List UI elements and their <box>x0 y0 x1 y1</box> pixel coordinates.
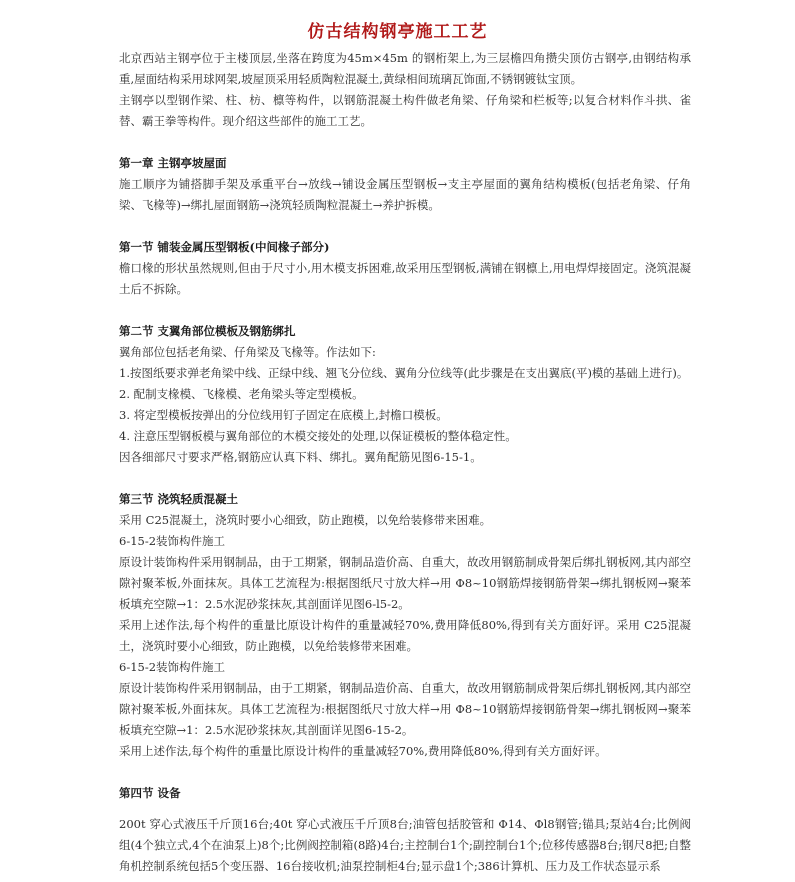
section-2-paragraph-5: 4. 注意压型钢板模与翼角部位的木模交接处的处理,以保证模板的整体稳定性。 <box>119 429 517 443</box>
section-3-heading: 第三节 浇筑轻质混凝土 <box>119 492 239 506</box>
document-body <box>119 48 691 877</box>
section-2-paragraph-1: 翼角部位包括老角梁、仔角梁及飞椽等。作法如下: <box>119 345 376 359</box>
chapter-1-paragraph: 施工顺序为铺搭脚手架及承重平台→放线→铺设金属压型钢板→支主亭屋面的翼角结构模板(包括老角梁、仔角梁、飞椽等)→绑扎屋面钢筋→浇筑轻质陶粒混凝土→养护拆模。 <box>119 177 691 212</box>
intro-paragraph-2: 主钢亭以型钢作梁、柱、枋、檩等构件，以钢筋混凝土构件做老角梁、仔角梁和栏板等;以复合材料作斗拱、雀替、霸王拳等构件。现介绍这些部件的施工工艺。 <box>119 93 691 128</box>
section-4-paragraph-1: 200t 穿心式液压千斤顶16台;40t 穿心式液压千斤顶8台;油管包括胶管和 Φ14、Φl8钢管;锚具;泵站4台;比例阀组(4个独立式,4个在油泵上)8个;比例阀控制箱(8路)4台;主控制台1个;副控制台1个;位移传感器8台;钢尺8把;自整角机控制系统包括5个变压器、16台接收机;油泵控制柜4台;显示盘1个;386计算机、压力及工作状态显示系 <box>119 817 691 873</box>
section-3-paragraph-5: 6-15-2装饰构件施工 <box>119 660 226 674</box>
document-title: 仿古结构钢亭施工工艺 <box>307 22 488 43</box>
section-3-paragraph-7: 采用上述作法,每个构件的重量比原设计构件的重量减轻70%,费用降低80%,得到有关方面好评。 <box>119 744 607 758</box>
section-2-paragraph-3: 2. 配制支椽模、飞椽模、老角梁头等定型模板。 <box>119 387 364 401</box>
intro-paragraph-1: 北京西站主钢亭位于主楼顶层,坐落在跨度为45m×45m 的钢桁架上,为三层檐四角攒尖顶仿古钢亭,由钢结构承重,屋面结构采用球网架,坡屋顶采用轻质陶粒混凝土,黄绿相间琉璃瓦饰面,不锈钢镀钛宝顶。 <box>119 51 691 86</box>
section-3-paragraph-2: 6-15-2装饰构件施工 <box>119 534 226 548</box>
section-2-heading: 第二节 支翼角部位模板及钢筋绑扎 <box>119 324 296 338</box>
section-1-heading: 第一节 铺装金属压型钢板(中间椽子部分) <box>119 240 330 254</box>
section-3-paragraph-1: 采用 C25混凝土，浇筑时要小心细致，防止跑模，以免给装修带来困难。 <box>119 513 492 527</box>
section-4-heading: 第四节 设备 <box>119 786 181 800</box>
section-3-paragraph-4: 采用上述作法,每个构件的重量比原设计构件的重量减轻70%,费用降低80%,得到有关方面好评。采用 C25混凝土，浇筑时要小心细致，防止跑模，以免给装修带来困难。 <box>119 618 691 653</box>
chapter-1-heading: 第一章 主钢亭坡屋面 <box>119 156 227 170</box>
section-3-paragraph-6: 原设计装饰构件采用钢制品，由于工期紧，钢制品造价高、自重大，故改用钢筋制成骨架后绑扎钢板网,其内部空隙衬聚苯板,外面抹灰。具体工艺流程为:根据图纸尺寸放大样→用 Φ8~10钢筋焊接钢筋骨架→绑扎钢板网→聚苯板填充空隙→1：2.5水泥砂浆抹灰,其剖面详见图6-15-2。 <box>119 681 691 737</box>
section-3-paragraph-3: 原设计装饰构件采用钢制品，由于工期紧，钢制品造价高、自重大，故改用钢筋制成骨架后绑扎钢板网,其内部空隙衬聚苯板,外面抹灰。具体工艺流程为:根据图纸尺寸放大样→用 Φ8~10钢筋焊接钢筋骨架→绑扎钢板网→聚苯板填充空隙→1：2.5水泥砂浆抹灰,其剖面详见图6-l5-2。 <box>119 555 691 611</box>
section-2-paragraph-6: 因各细部尺寸要求严格,钢筋应认真下料、绑扎。翼角配筋见图6-15-1。 <box>119 450 482 464</box>
section-2-paragraph-2: 1.按图纸要求弹老角梁中线、正绿中线、翘飞分位线、翼角分位线等(此步骤是在支出翼底(平)模的基础上进行)。 <box>119 366 689 380</box>
section-1-paragraph: 檐口椽的形状虽然规则,但由于尺寸小,用木模支拆困难,故采用压型钢板,满铺在钢檩上,用电焊焊接固定。浇筑混凝土后不拆除。 <box>119 261 691 296</box>
section-2-paragraph-4: 3. 将定型模板按弹出的分位线用钉子固定在底模上,封檐口模板。 <box>119 408 448 422</box>
